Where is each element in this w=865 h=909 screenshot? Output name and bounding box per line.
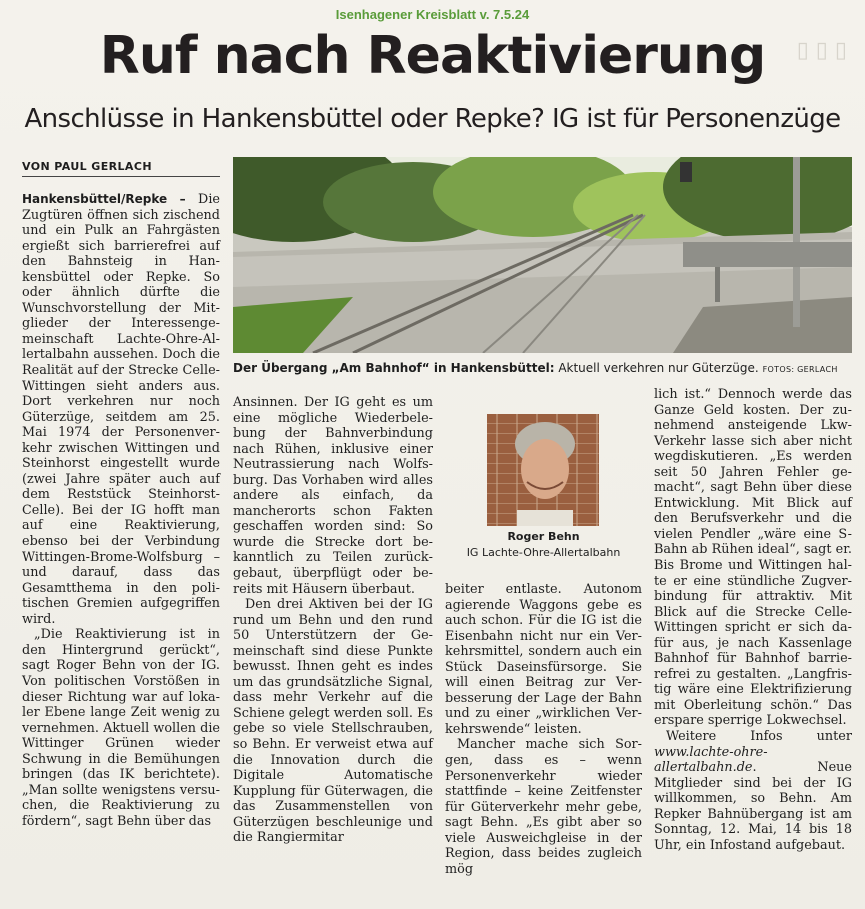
- paragraph: [22, 192, 220, 627]
- article-column-4: [654, 387, 852, 853]
- article-column-1: [22, 192, 220, 829]
- paragraph: Den drei Aktiven bei der IG rund um Behn und den rund 50 Unterstützern der Gemeinschaft sind diese Punkte bewusst. Ihnen geht es indes um das grundsätzliche Signal, dass mehr Verkehr auf die Schiene gelegt werden soll. Es gebe so viele Stellschrauben, so Behn. Er verweist etwa auf die Innovation durch die Digitale Automatische Kupplung für Güterwagen, die das Zusammenstellen von Güterzügen beschleunige und die Rangiermitar: [233, 597, 433, 846]
- portrait-name: Roger Behn: [507, 530, 580, 543]
- article-column-2: [233, 395, 433, 846]
- crossing-photo: [233, 157, 852, 353]
- portrait-role: IG Lachte-Ohre-Allertalbahn: [466, 546, 621, 559]
- caption-bold: Der Übergang „Am Bahnhof“ in Hankensbüttel:: [233, 361, 555, 375]
- paragraph: Ansinnen. Der IG geht es um eine mögliche Wiederbelebung der Bahnverbindung nach Rühen, inklusive einer Neutrassierung nach Wolfsburg. Das Vorhaben wird alles andere als einfach, da mancherorts schon Fakten geschaffen worden sind: So wurde die Strecke dort bekanntlich zu Teilen zurückgebaut, überpflügt oder bereits mit Häusern überbaut.: [233, 395, 433, 597]
- caption-text: Aktuell verkehren nur Güterzüge.: [554, 361, 759, 375]
- paragraph-text: Weitere Infos unter: [666, 729, 852, 745]
- paragraph: [654, 729, 852, 853]
- paragraph-text: . Neue Mitglieder sind bei der IG willkommen, so Behn. Am Repker Bahnübergang ist am Sonntag, 12. Mai, 14 bis 18 Uhr, ein Infostand aufgebaut.: [654, 760, 852, 853]
- paragraph-text: Die Zugtüren öffnen sich zischend und ein Pulk an Fahrgästen ergießt sich barrierefrei auf den Bahnsteig in Hankensbüttel oder Repke. So oder ähnlich dürfte die Wunschvorstellung der Mitglieder der Interessengemeinschaft Lachte-Ohre-Allertalbahn aussehen. Doch die Realität auf der Strecke Celle-Wittingen sieht anders aus. Dort verkehren nur noch Güterzüge, seitdem am 25. Mai 1974 der Personenverkehr zwischen Wittingen und Steinhorst eingestellt wurde (zwei Jahre später auch auf dem Reststück Steinhorst-Celle). Bei der IG hofft man auf eine Reaktivierung, ebenso bei der Verbindung Wittingen-Brome-Wolfsburg – und darauf, dass das Gesamtthema in den politischen Gremien aufgegriffen wird.: [22, 192, 220, 627]
- byline: VON PAUL GERLACH: [22, 160, 220, 177]
- dateline: Hankensbüttel/Repke –: [22, 192, 186, 206]
- photo-caption: [233, 361, 853, 375]
- bleed-through: ▯ ▯ ▯: [796, 38, 847, 63]
- paragraph: beiter entlaste. Autonom agierende Waggons gebe es auch schon. Für die IG ist die Eisenbahn nicht nur ein Verkehrsmittel, sondern auch ein Stück Daseinsfürsorge. Sie will einen Beitrag zur Verbesserung der Lage der Bahn und zu einer „wirklichen Verkehrswende“ leisten.: [445, 582, 642, 737]
- portrait-photo: [487, 414, 599, 526]
- headline: Ruf nach Reaktivierung: [99, 26, 766, 86]
- paragraph: Mancher mache sich Sorgen, dass es – wenn Personenverkehr wieder stattfinde – keine Zeitfenster für Güterverkehr mehr gebe, sagt Behn. „Es gibt aber so viele Ausweichgleise in der Region, dass beides zugleich mög: [445, 737, 642, 877]
- paragraph: „Die Reaktivierung ist in den Hintergrund gerückt“, sagt Roger Behn von der IG. Von politischen Vorstößen in dieser Richtung war auf lokaler Ebene lange Zeit wenig zu vernehmen. Aktuell wollen die Wittinger Grünen wieder Schwung in die Bemühungen bringen (das IK berichtete). „Man sollte wenigstens versuchen, die Reaktivierung zu fördern“, sagt Behn über das: [22, 627, 220, 829]
- paragraph: lich ist.“ Dennoch werde das Ganze Geld kosten. Der zunehmend ansteigende Lkw-Verkehr lasse sich aber nicht wegdiskutieren. „Es werden seit 50 Jahren Fehler gemacht“, sagt Behn über diese Entwicklung. Mit Blick auf den Berufsverkehr und die vielen Pendler „wäre eine S-Bahn ab Rühen ideal“, sagt er. Bis Brome und Wittingen halte er eine stündliche Zugverbindung für attraktiv. Mit Blick auf die Strecke Celle-Wittingen spricht er sich dafür aus, je nach Kassenlage Bahnhof für Bahnhof barrierefrei zu gestalten. „Langfristig wäre eine Elektrifizierung mit Oberleitung schön.“ Das erspare sperrige Lokwechsel.: [654, 387, 852, 729]
- website-link[interactable]: www.lachte-ohre-allertalbahn.de: [654, 744, 768, 776]
- photo-credit: FOTOS: GERLACH: [762, 365, 838, 374]
- railway-crossing-image: [233, 157, 852, 353]
- source-line: Isenhagener Kreisblatt v. 7.5.24: [335, 7, 530, 22]
- subheadline: Anschlüsse in Hankensbüttel oder Repke? IG ist für Personenzüge: [24, 104, 841, 134]
- article-column-3: [445, 582, 642, 877]
- portrait-image: [487, 414, 599, 526]
